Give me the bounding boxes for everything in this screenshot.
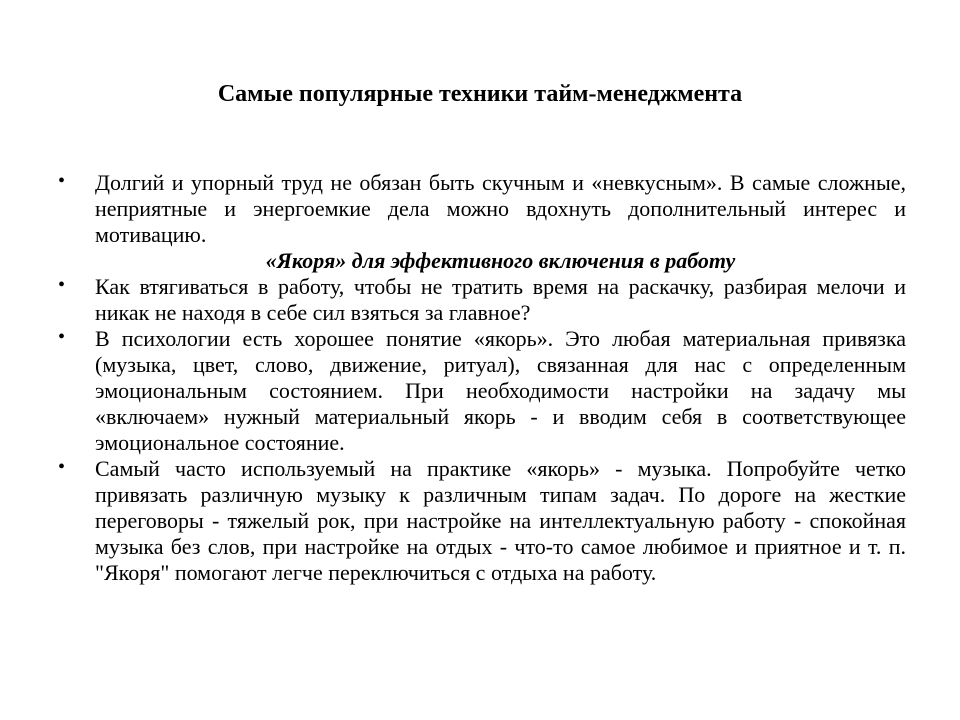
bullet-text: В психологии есть хорошее понятие «якорь». Это любая материальная привязка (музыка, цвет, слово, движение, ритуал), связанная для нас с определенным эмоциональным состоянием. При необходимости настройки на задачу мы «включаем» нужный материальный якорь - и вводим себя в соответствующее эмоциональное состояние. <box>95 326 906 455</box>
bullet-item-question <box>58 274 906 326</box>
content-list <box>58 170 906 586</box>
bullet-item-music-anchor <box>58 456 906 586</box>
bullet-icon: • <box>58 274 66 296</box>
bullet-icon: • <box>58 170 66 192</box>
bullet-item-anchor-definition <box>58 326 906 456</box>
bullet-text: Самый часто используемый на практике «якорь» - музыка. Попробуйте четко привязать различную музыку к различным типам задач. По дороге на жесткие переговоры - тяжелый рок, при настройке на интеллектуальную работу - спокойная музыка без слов, при настройке на отдых - что-то самое любимое и приятное и т. п. "Якоря" помогают легче переключиться с отдыха на работу. <box>95 456 906 585</box>
bullet-text: Как втягиваться в работу, чтобы не тратить время на раскачку, разбирая мелочи и никак не находя в себе сил взяться за главное? <box>95 274 906 325</box>
bullet-item-motivation <box>58 170 906 248</box>
section-subheading: «Якоря» для эффективного включения в работу <box>265 248 736 273</box>
slide-title: Самые популярные техники тайм-менеджмента <box>217 81 743 107</box>
bullet-text: Долгий и упорный труд не обязан быть скучным и «невкусным». В самые сложные, неприятные и энергоемкие дела можно вдохнуть дополнительный интерес и мотивацию. <box>95 170 906 247</box>
bullet-icon: • <box>58 326 66 348</box>
bullet-icon: • <box>58 456 66 478</box>
